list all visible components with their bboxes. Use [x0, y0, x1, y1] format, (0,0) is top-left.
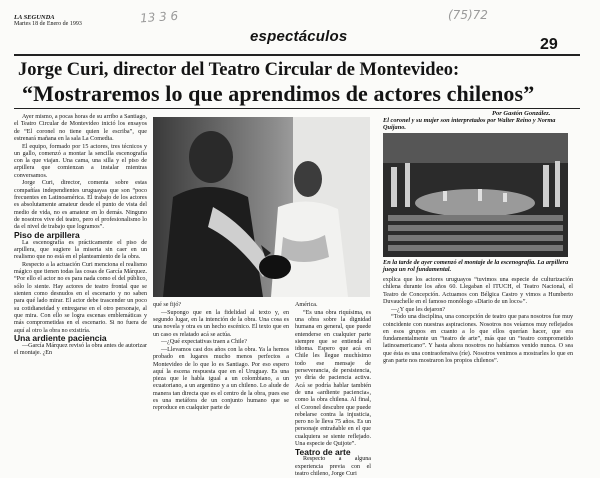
article-column-4	[383, 277, 573, 470]
paragraph: El equipo, formado por 15 actores, tres técnicos y un gallo, comenzó a montar la sencilla escenografía con la que viajan. Una cama, una silla y el piso de arpillera que comienzan a instalar mientras conversamos.	[14, 143, 147, 179]
handwritten-note-left: 13 3 6	[139, 8, 179, 26]
masthead-rule	[14, 54, 580, 56]
paragraph: América.	[295, 302, 318, 308]
photo-theater-image	[383, 133, 568, 257]
section-title: espectáculos	[250, 28, 348, 45]
photo-theater	[383, 133, 568, 257]
paragraph: La escenografía es prácticamente el piso de arpillera, que sugiere la miseria sin caer en un realismo que no está en el planteamiento de la obra.	[14, 239, 147, 261]
handwritten-note-right: (75)72	[448, 8, 488, 22]
question: —¿Y que les dejaron?	[391, 306, 446, 313]
masthead	[14, 14, 82, 28]
paragraph: —Llevamos casi dos años con la obra. Ya la hemos probado en lugares mucho menos perfectos a Montevideo de lo que lo es Santiago. Por eso espero aquí la escena respuesta que en el Uruguay. Es una pieza que le habla igual a un colombiano, a un ecuatoriano, a un argentino y a un chileno. Lo alude de manera tan directa que es el centro de la obra, pues ese es una metáfora de un conjunto humano que se reproduce en cualquier parte de	[153, 346, 289, 412]
paragraph: “Es una obra riquísima, es una obra sobre la dignidad humana en general, que puede entenderse en cualquier parte siempre que se entienda el idioma. Espero que acá en Chile les llegue muchísimo todo ese mensaje de perseverancia, de persistencia, yo diría de paciencia activa. Acá se podría hablar también de una «ardiente paciencia», como la obra chilena. Al final, el Coronel descubre que puede rebelarse contra la injusticia, pero no le lleva 75 años. Es un personaje entrañable en el que cualquiera se siente reflejado. Una especie de Quijote”.	[295, 309, 371, 448]
article-column-2	[153, 302, 289, 470]
question: —¿Qué expectativas traen a Chile?	[161, 339, 247, 346]
headline-rule	[14, 108, 580, 109]
paragraph: qué se fijó?	[153, 302, 182, 308]
subhead-paciencia: Una ardiente paciencia	[14, 333, 107, 344]
photo-actors-image	[153, 117, 370, 297]
paragraph: explica que los actores uruguayos “tuvimos una especie de culturización chilena durante los años 60. Llegaban el ITUCH, el Teatro Nacional, el Teatro de Concepción. Actuamos con Bélgica Castro y vimos a Humberto Duvauchelle en el famoso monólogo «Diario de un loco»”.	[383, 277, 573, 305]
paragraph: Respecto a alguna experiencia previa con el teatro chileno, Jorge Curi	[295, 456, 371, 477]
subhead-teatro-de-arte: Teatro de arte	[295, 446, 351, 457]
byline: Por Gastón González.	[492, 110, 551, 117]
article-column-1	[14, 114, 147, 470]
headline: Jorge Curi, director del Teatro Circular de Montevideo:	[18, 60, 460, 80]
paragraph: Jorge Curi, director, comenta sobre estas compañías independientes uruguayas que son “poco frecuentes en Latinoamérica. El trabajo de los actores es absolutamente amateur desde el punto de vista del medio de vida, no es amateur en lo demás. Ninguno de nosotros vive del teatro, pero el profesionalismo lo da el nivel de trabajo que logramos”.	[14, 180, 147, 231]
caption-theater: En la tarde de ayer comenzó el montaje de la escenografía. La arpillera juega un rol fundamental.	[383, 259, 569, 274]
paragraph: “Todo una disciplina, una concepción de teatro que para nosotros fue muy coincidente con nuestras aspiraciones. Nosotros nos veíamos muy reflejados en esos grupos en cuanto a lo que ellos querían hacer, que era fundamentalmente un “teatro de arte”, más que un “teatro comprometido latinoamericano”. Y hasta ahora nosotros no habíamos venido nunca. O sea que ésta es una contraofensiva (ríe). Nosotros venimos a mostrarles lo que en gran parte nos mostraron los propios chilenos”.	[383, 314, 573, 365]
subhead-arpillera: Piso de arpillera	[14, 229, 80, 240]
caption-actors: El coronel y su mujer son interpretados por Walter Reino y Norma Quijano.	[383, 117, 556, 132]
subheadline: “Mostraremos lo que aprendimos de actores chilenos”	[22, 81, 535, 106]
publication-date: Martes 18 de Enero de 1993	[14, 21, 82, 27]
paragraph: —García Márquez revisó la obra antes de autorizar el montaje. ¿En	[14, 342, 147, 357]
paragraph: —Supongo que en la fidelidad al texto y, en segundo lugar, en la intención de la obra. Una cosa es una novela y otra es un hecho escénico. El texto que en un caso es relatado acá se actúa.	[153, 309, 289, 338]
publication-name: LA SEGUNDA	[14, 14, 55, 21]
paragraph: Respecto a la actuación Curi menciona el realismo mágico que tienen todas las cosas de García Márquez. “Por ello el actor no es para nada como el del público, sólo lo siente. Hay actores de teatro frontal que se sienten como desnudos en el escenario y no saben para qué lado mirar. El actor debe trascender un poco su cotidianeidad y entregarse en el otro personaje, al que mira. Con ello se logra escenas emblemáticas y más comprometidas en el escenario. Si no fuera de aquí al otro la obra no existiría.	[14, 261, 147, 334]
photo-actors	[153, 117, 370, 297]
paragraph: Ayer mismo, a pocas horas de su arribo a Santiago, el Teatro Circular de Montevideo inició los ensayos de “El coronel no tiene quien le escriba”, que estrenará mañana en la sala La Comedia.	[14, 114, 147, 142]
page-number: 29	[540, 36, 558, 53]
article-column-3	[295, 302, 371, 477]
